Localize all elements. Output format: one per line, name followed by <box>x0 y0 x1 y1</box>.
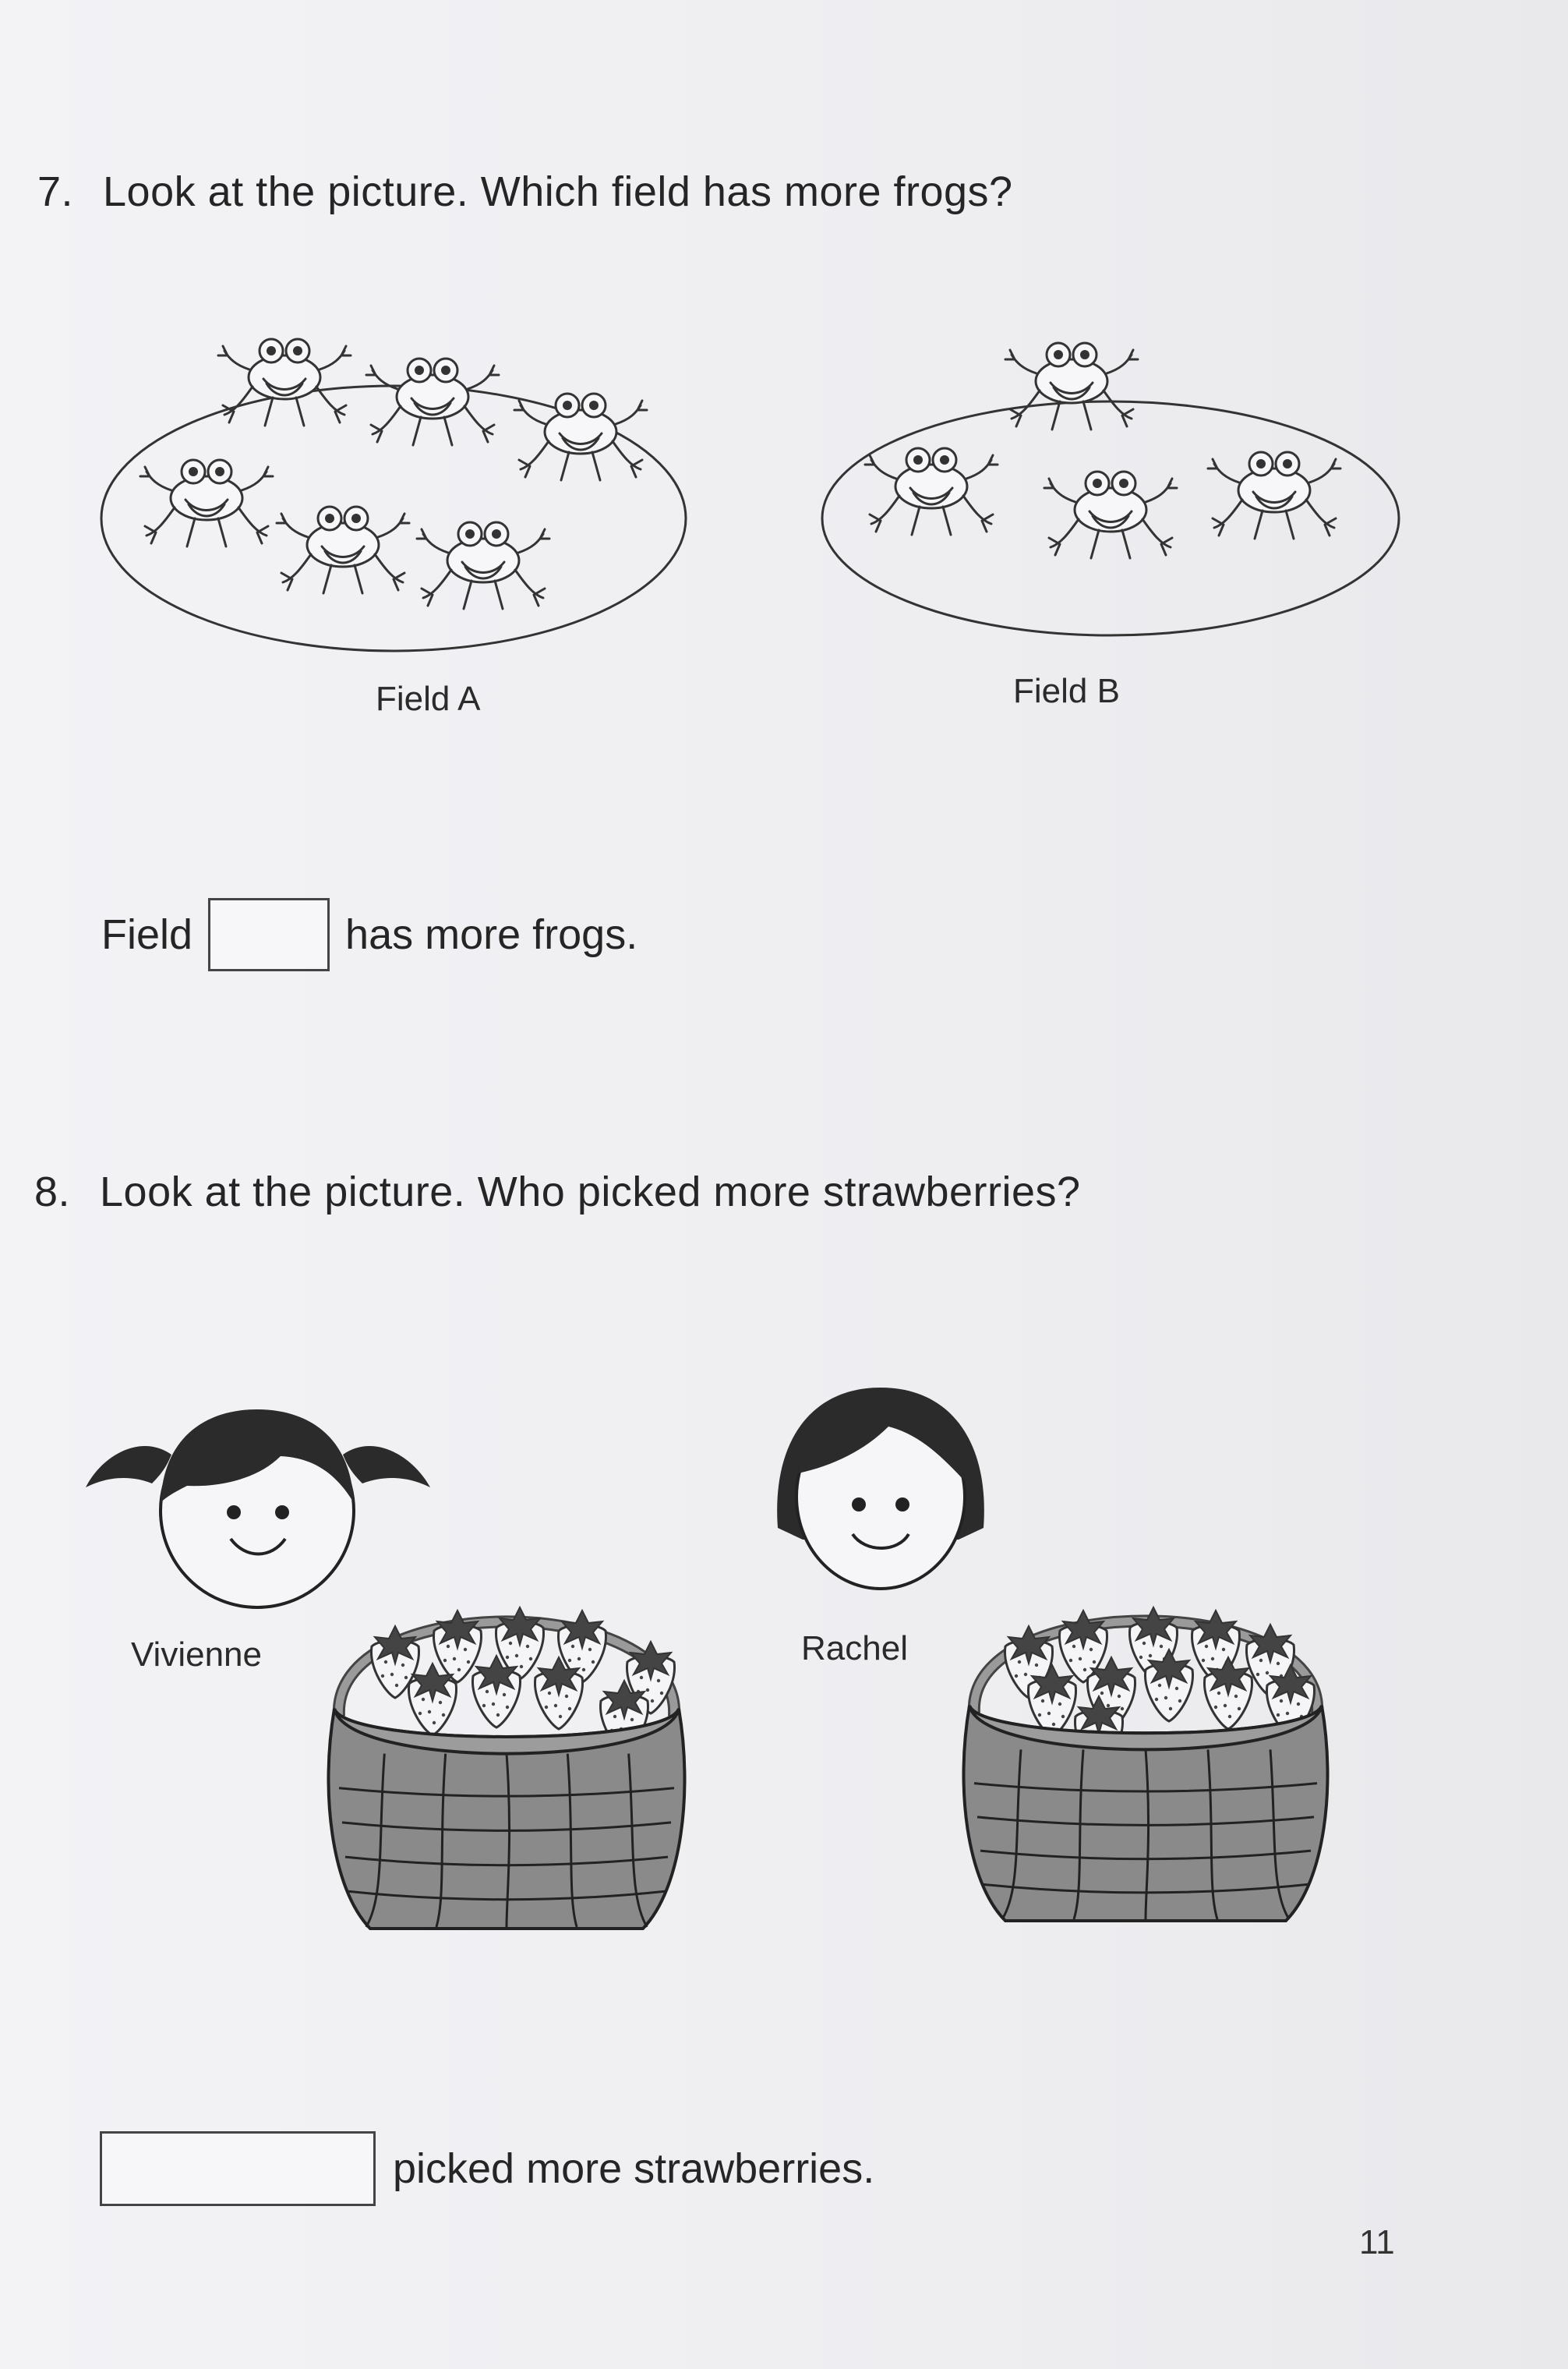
strawberry-icon <box>434 1611 482 1682</box>
field-a-label: Field A <box>376 680 481 718</box>
page-number: 11 <box>1359 2223 1395 2261</box>
question-8-number: 8. <box>34 1169 71 1215</box>
frog-icon <box>140 448 273 557</box>
answer-8-suffix: picked more strawberries. <box>393 2145 875 2192</box>
question-8 <box>34 1168 1081 1216</box>
rachel-basket <box>959 1559 1333 1925</box>
frog-icon <box>218 327 351 437</box>
frog-icon <box>1005 331 1138 440</box>
vivienne-label: Vivienne <box>131 1635 262 1674</box>
question-8-text: Look at the picture. Who picked more strawberries? <box>100 1169 1081 1215</box>
strawberry-icon <box>1205 1657 1252 1729</box>
answer-8-box[interactable] <box>100 2131 376 2206</box>
rachel-label: Rachel <box>801 1629 908 1667</box>
frog-icon <box>865 437 998 546</box>
frog-icon <box>366 347 499 456</box>
strawberry-icon <box>535 1657 583 1729</box>
frog-icon <box>1044 460 1177 569</box>
frog-icon <box>277 495 409 604</box>
answer-7-suffix: has more frogs. <box>345 911 638 958</box>
frog-icon <box>1208 440 1340 550</box>
vivienne-basket <box>323 1559 690 1933</box>
answer-7-box[interactable] <box>208 898 330 971</box>
frog-icon <box>417 511 549 620</box>
question-7-answer <box>101 898 637 971</box>
question-7-text: Look at the picture. Which field has more frogs? <box>103 168 1013 215</box>
question-7-number: 7. <box>37 168 74 215</box>
strawberry-icon <box>409 1664 457 1735</box>
question-7 <box>37 168 1013 216</box>
answer-7-prefix: Field <box>101 911 193 958</box>
strawberry-icon <box>473 1656 521 1727</box>
frog-icon <box>514 382 647 491</box>
strawberry-icon <box>1146 1649 1193 1721</box>
question-8-answer <box>100 2131 874 2206</box>
field-b-label: Field B <box>1013 672 1120 710</box>
